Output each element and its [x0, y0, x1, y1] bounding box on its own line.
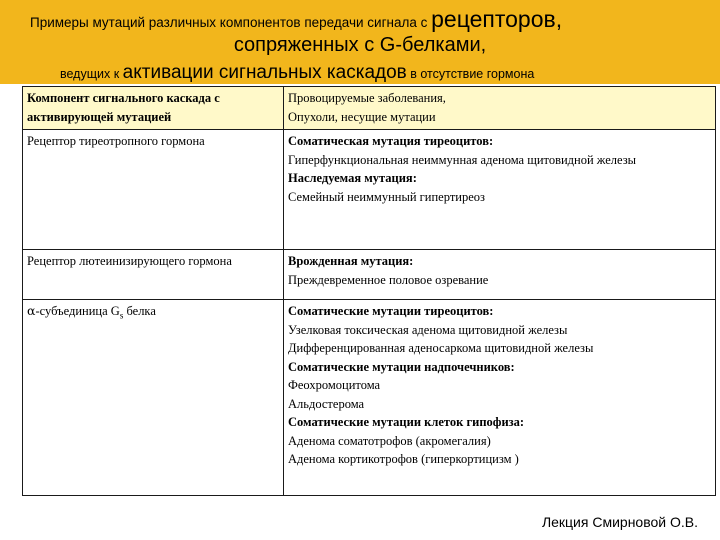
disease-line: Гиперфункциональная неиммунная аденома щитовидной железы — [288, 152, 637, 167]
diseases-cell — [284, 250, 716, 300]
component-text-end: белка — [123, 304, 156, 318]
disease-line: Преждевременное половое озревание — [288, 272, 489, 287]
table-row — [23, 300, 716, 496]
title-line-3-small-a: ведущих к — [60, 67, 123, 81]
component-cell: Рецептор лютеинизирующего гормона — [23, 250, 284, 300]
header-diseases-line-1: Провоцируемые заболевания, — [288, 91, 446, 105]
disease-line: Соматические мутации надпочечников: — [288, 359, 515, 374]
disease-line: Врожденная мутация: — [288, 254, 414, 268]
title-line-3 — [60, 62, 534, 84]
slide-title-banner — [0, 0, 720, 84]
table-header-row — [23, 87, 716, 130]
table-row — [23, 130, 716, 250]
table-row — [23, 250, 716, 300]
component-cell: Рецептор тиреотропного гормона — [23, 130, 284, 250]
lecture-credit: Лекция Смирновой О.В. — [541, 514, 698, 530]
diseases-cell — [284, 300, 716, 496]
component-subscript: s — [119, 310, 124, 321]
disease-line: Наследуемая мутация: — [288, 171, 417, 185]
title-line-1-big: рецепторов, — [431, 6, 563, 32]
mutations-table — [22, 86, 716, 496]
title-line-3-big: активации сигнальных каскадов — [122, 62, 407, 83]
title-line-3-small-b: в отсутствие гормона — [406, 67, 535, 81]
title-line-1-small: Примеры мутаций различных компонентов передачи сигнала с — [30, 15, 432, 30]
disease-line: Феохромоцитома — [288, 378, 381, 392]
header-component: Компонент сигнального каскада с активирующей мутацией — [23, 87, 284, 130]
disease-line: Узелковая токсическая аденома щитовидной железы — [288, 322, 568, 337]
disease-line: Аденома соматотрофов (акромегалия) — [288, 433, 491, 448]
disease-line: Соматическая мутация тиреоцитов: — [288, 134, 494, 148]
diseases-cell — [284, 130, 716, 250]
title-line-1 — [30, 6, 562, 33]
header-diseases — [284, 87, 716, 130]
component-text: -субъединица G — [35, 304, 120, 318]
disease-line: Соматические мутации тиреоцитов: — [288, 304, 494, 318]
disease-line: Соматические мутации клеток гипофиза: — [288, 415, 525, 429]
component-cell — [23, 300, 284, 496]
header-diseases-line-2: Опухоли, несущие мутации — [288, 109, 436, 124]
disease-line: Альдостерома — [288, 396, 365, 411]
title-line-2: сопряженных с G-белками, — [233, 34, 487, 56]
disease-line: Дифференцированная аденосаркома щитовидной железы — [288, 341, 594, 355]
disease-line: Аденома кортикотрофов (гиперкортицизм ) — [288, 452, 519, 466]
alpha-symbol: α — [27, 303, 36, 318]
disease-line: Семейный неиммунный гипертиреоз — [288, 189, 485, 204]
